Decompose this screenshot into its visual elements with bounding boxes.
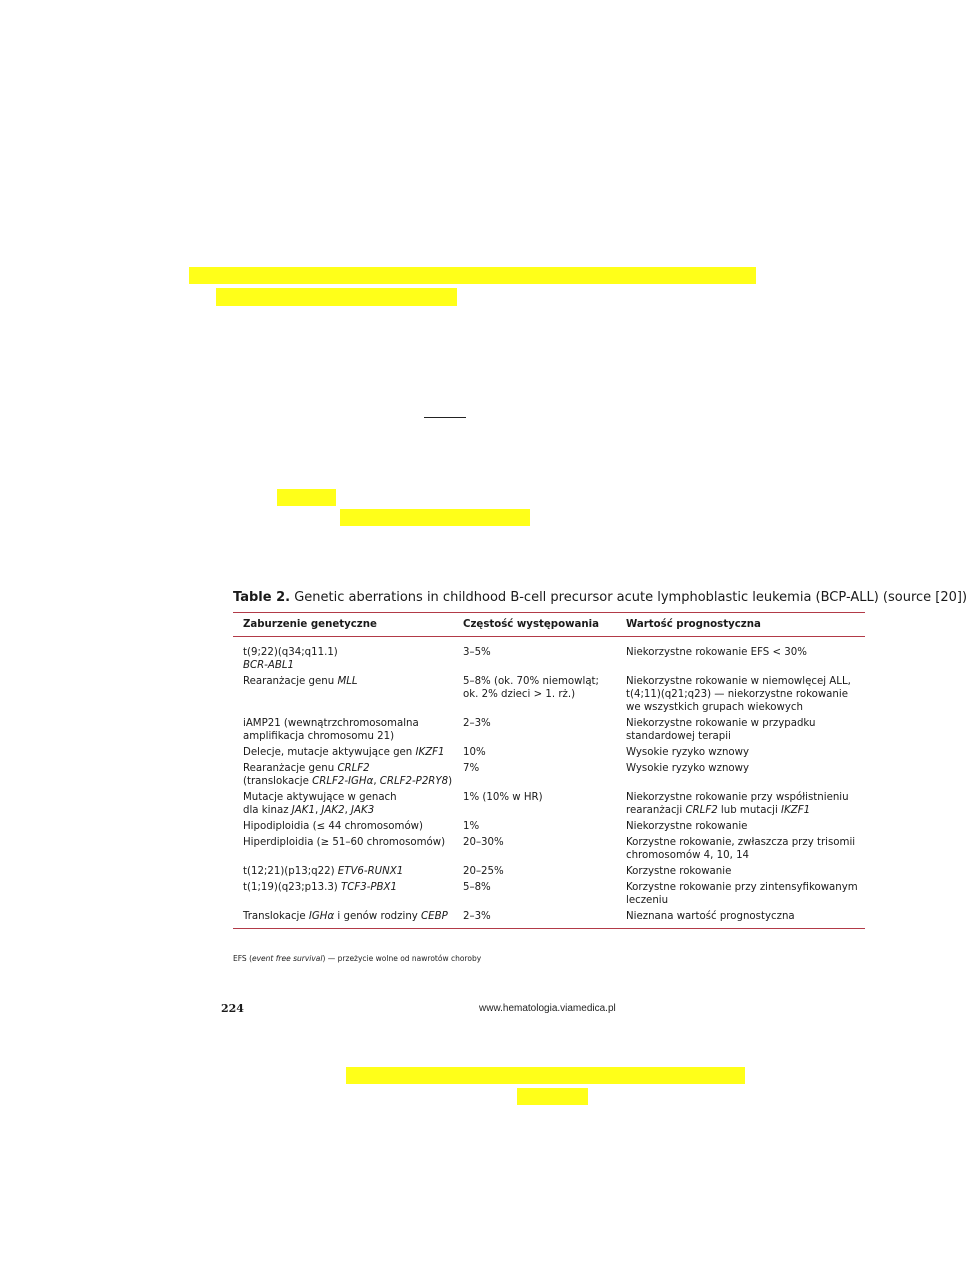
highlight-mark xyxy=(277,489,336,506)
underline-mark xyxy=(424,417,466,418)
cell-frequency: 10% xyxy=(463,747,486,758)
cell-prognosis: Wysokie ryzyko wznowy xyxy=(626,763,750,774)
cell-prognosis: Wysokie ryzyko wznowy xyxy=(626,747,750,758)
cell-prognosis: Nieznana wartość prognostyczna xyxy=(616,908,865,929)
header-aberration: Zaburzenie genetyczne xyxy=(233,613,453,637)
cell-aberration: iAMP21 (wewnątrzchromosomalna amplifikacja chromosomu 21) xyxy=(243,718,419,742)
cell-prognosis: Niekorzystne rokowanie xyxy=(626,821,748,832)
cell-aberration: Mutacje aktywujące w genach dla kinaz JAK1, JAK2, JAK3 xyxy=(243,792,397,816)
table-title: Table 2. Genetic aberrations in childhood B-cell precursor acute lymphoblastic leukemia (BCP-ALL) (source [20]) xyxy=(233,590,967,605)
table-header-row xyxy=(233,613,865,637)
cell-prognosis: Niekorzystne rokowanie EFS < 30% xyxy=(626,647,807,658)
cell-prognosis: Niekorzystne rokowanie w niemowlęcej ALL, t(4;11)(q21;q23) — niekorzystne rokowanie we wszystkich grupach wiekowych xyxy=(626,676,851,713)
cell-prognosis: Niekorzystne rokowanie przy współistnieniu rearanżacji CRLF2 lub mutacji IKZF1 xyxy=(626,792,849,816)
table-block xyxy=(233,589,967,922)
cell-prognosis: Niekorzystne rokowanie w przypadku standardowej terapii xyxy=(626,718,816,742)
page-number: 224 xyxy=(221,1002,244,1015)
header-prognosis: Wartość prognostyczna xyxy=(616,613,865,637)
cell-frequency: 5–8% xyxy=(463,882,491,893)
cell-prognosis: Korzystne rokowanie przy zintensyfikowanym leczeniu xyxy=(626,882,858,906)
highlight-mark xyxy=(340,509,530,526)
cell-aberration: t(1;19)(q23;p13.3) TCF3-PBX1 xyxy=(243,882,397,893)
cell-aberration: Rearanżacje genu CRLF2 (translokacje CRLF2-IGHα, CRLF2-P2RY8) xyxy=(243,763,453,787)
cell-prognosis: Korzystne rokowanie, zwłaszcza przy trisomii chromosomów 4, 10, 14 xyxy=(626,837,856,861)
table-row xyxy=(233,818,865,834)
highlight-mark xyxy=(346,1067,745,1084)
cell-frequency: 5–8% (ok. 70% niemowląt; ok. 2% dzieci > 1. rż.) xyxy=(463,676,599,700)
table-row xyxy=(233,673,865,715)
cell-aberration: Translokacje IGHα i genów rodziny CEBP xyxy=(233,908,453,929)
table-row xyxy=(233,637,865,674)
table-row xyxy=(233,863,865,879)
cell-aberration: Hipodiploidia (≤ 44 chromosomów) xyxy=(243,821,423,832)
highlight-mark xyxy=(189,267,756,284)
genetic-aberrations-table xyxy=(233,613,865,929)
cell-frequency: 2–3% xyxy=(463,718,491,729)
cell-prognosis: Korzystne rokowanie xyxy=(626,866,732,877)
cell-frequency: 1% xyxy=(463,821,480,832)
table-row xyxy=(233,879,865,908)
highlight-mark xyxy=(517,1088,588,1105)
cell-aberration: t(9;22)(q34;q11.1) BCR-ABL1 xyxy=(243,647,338,671)
table-row xyxy=(233,760,865,789)
cell-aberration: t(12;21)(p13;q22) ETV6-RUNX1 xyxy=(243,866,404,877)
table-row xyxy=(233,789,865,818)
cell-frequency: 20–25% xyxy=(463,866,504,877)
table-row xyxy=(233,834,865,863)
cell-frequency: 1% (10% w HR) xyxy=(463,792,543,803)
cell-aberration: Rearanżacje genu MLL xyxy=(243,676,358,687)
cell-aberration: Delecje, mutacje aktywujące gen IKZF1 xyxy=(243,747,445,758)
header-frequency: Częstość występowania xyxy=(453,613,616,637)
cell-frequency: 2–3% xyxy=(453,908,616,929)
cell-frequency: 7% xyxy=(463,763,480,774)
table-row xyxy=(233,908,865,929)
highlight-mark xyxy=(216,288,457,306)
table-row xyxy=(233,715,865,744)
cell-frequency: 3–5% xyxy=(463,647,491,658)
table-row xyxy=(233,744,865,760)
cell-aberration: Hiperdiploidia (≥ 51–60 chromosomów) xyxy=(243,837,446,848)
journal-website: www.hematologia.viamedica.pl xyxy=(479,1003,616,1014)
cell-frequency: 20–30% xyxy=(463,837,504,848)
table-footnote: EFS (event free survival) — przeżycie wolne od nawrotów choroby xyxy=(233,954,482,963)
